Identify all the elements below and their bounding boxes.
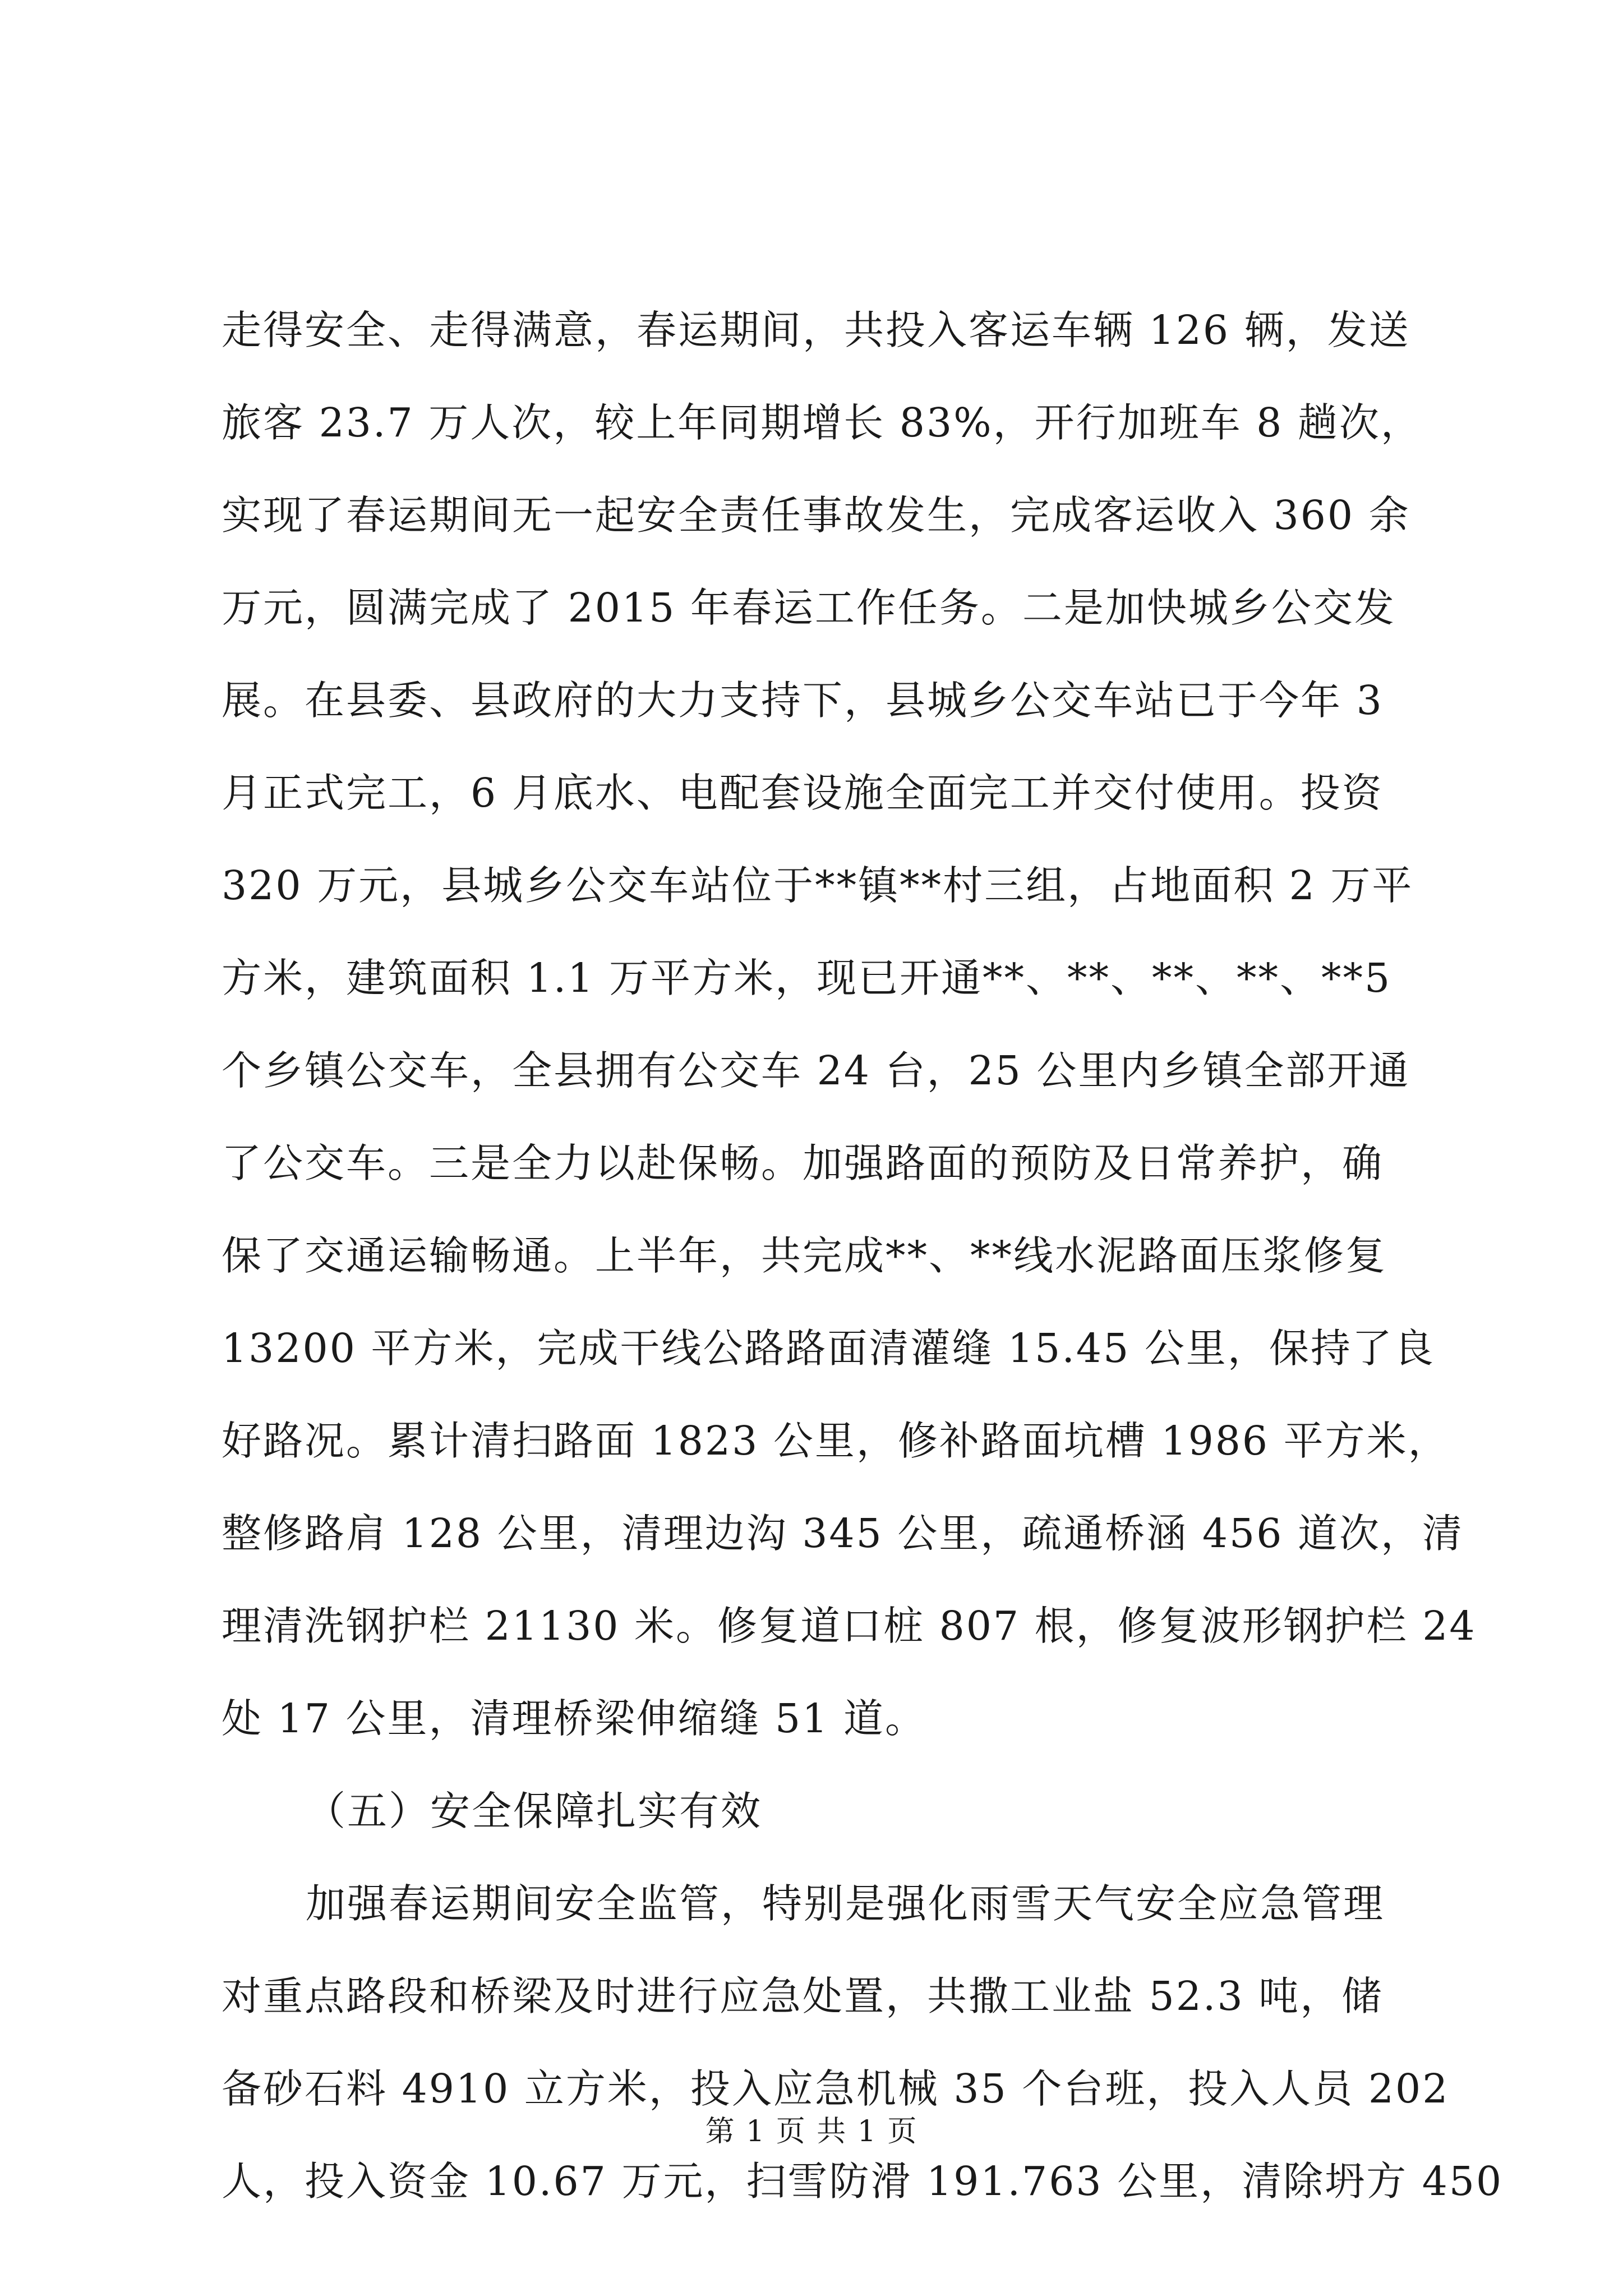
body-line: 个乡镇公交车，全县拥有公交车 24 台，25 公里内乡镇全部开通 xyxy=(222,1047,1410,1094)
body-line: 万元，圆满完成了 2015 年春运工作任务。二是加快城乡公交发 xyxy=(222,585,1396,631)
body-line: 整修路肩 128 公里，清理边沟 345 公里，疏通桥涵 456 道次，清 xyxy=(222,1510,1464,1557)
body-line: 了公交车。三是全力以赴保畅。加强路面的预防及日常养护，确 xyxy=(222,1140,1384,1186)
body-line: 月正式完工，6 月底水、电配套设施全面完工并交付使用。投资 xyxy=(222,770,1384,816)
body-line: 处 17 公里，清理桥梁伸缩缝 51 道。 xyxy=(222,1695,926,1742)
body-line: 展。在县委、县政府的大力支持下，县城乡公交车站已于今年 3 xyxy=(222,677,1384,724)
document-body xyxy=(222,306,1504,2249)
section-heading: （五）安全保障扎实有效 xyxy=(306,1788,763,1834)
body-line: 13200 平方米，完成干线公路路面清灌缝 15.45 公里，保持了良 xyxy=(222,1325,1435,1372)
body-line: 实现了春运期间无一起安全责任事故发生，完成客运收入 360 余 xyxy=(222,492,1410,539)
body-line: 理清洗钢护栏 21130 米。修复道口桩 807 根，修复波形钢护栏 24 xyxy=(222,1603,1477,1649)
body-line: 方米，建筑面积 1.1 万平方米，现已开通**、**、**、**、**5 xyxy=(222,955,1392,1001)
body-line: 走得安全、走得满意，春运期间，共投入客运车辆 126 辆，发送 xyxy=(222,307,1410,353)
body-line: 人，投入资金 10.67 万元，扫雪防滑 191.763 公里，清除坍方 450 xyxy=(222,2158,1504,2205)
body-line: 备砂石料 4910 立方米，投入应急机械 35 个台班，投入人员 202 xyxy=(222,2065,1450,2112)
body-line: 旅客 23.7 万人次，较上年同期增长 83%，开行加班车 8 趟次， xyxy=(222,399,1422,446)
body-line: 320 万元，县城乡公交车站位于**镇**村三组，占地面积 2 万平 xyxy=(222,862,1414,909)
body-line: 好路况。累计清扫路面 1823 公里，修补路面坑槽 1986 平方米， xyxy=(222,1418,1450,1464)
paragraph-first-line: 加强春运期间安全监管，特别是强化雨雪天气安全应急管理 xyxy=(306,1880,1385,1927)
body-line: 对重点路段和桥梁及时进行应急处置，共撒工业盐 52.3 吨，储 xyxy=(222,1973,1384,2019)
page-footer: 第 1 页 共 1 页 xyxy=(705,2115,918,2148)
body-line: 保了交通运输畅通。上半年，共完成**、**线水泥路面压浆修复 xyxy=(222,1232,1387,1279)
